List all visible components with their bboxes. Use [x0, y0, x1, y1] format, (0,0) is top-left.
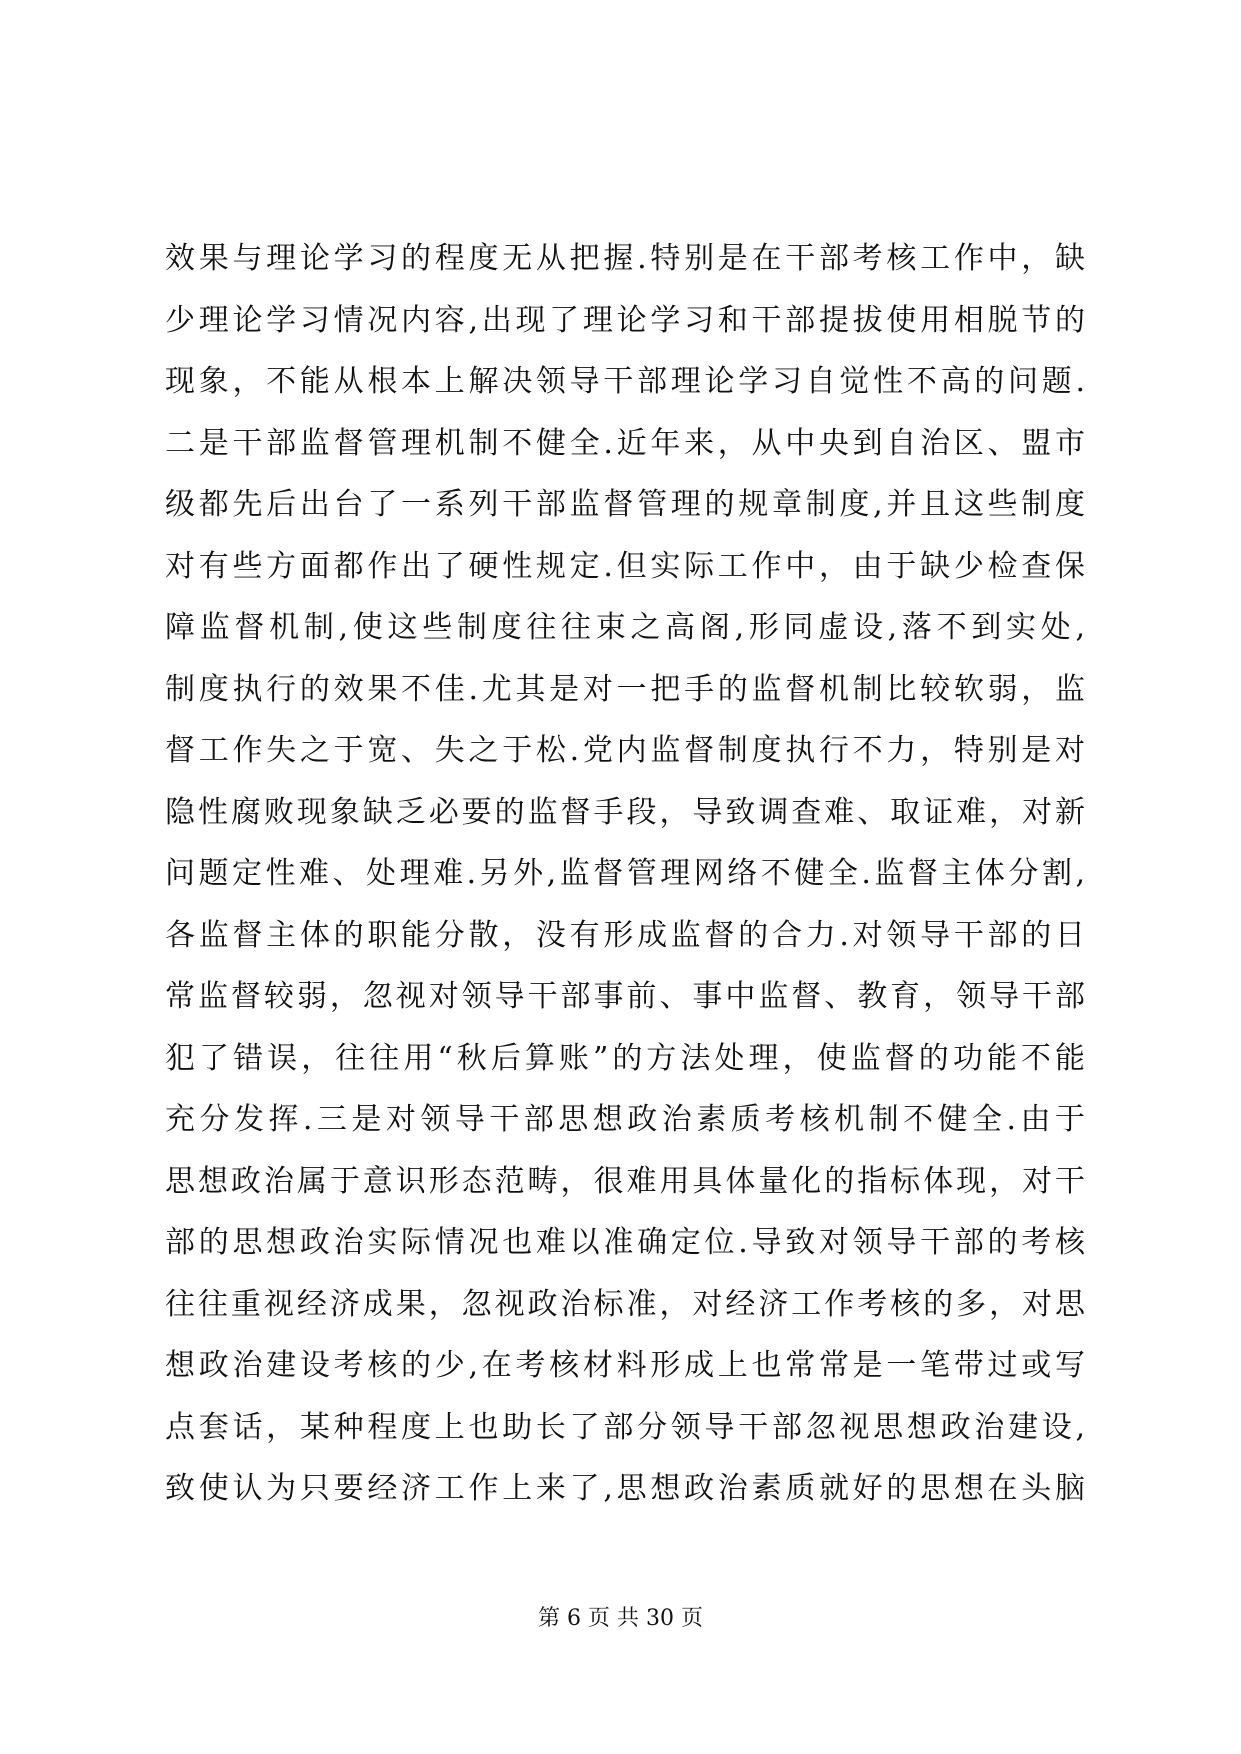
text-line: 少理论学习情况内容,出现了理论学习和干部提拔使用相脱节的	[165, 302, 1085, 338]
text-line: 对有些方面都作出了硬性规定.但实际工作中，由于缺少检查保	[165, 548, 1085, 584]
text-line: 常监督较弱，忽视对领导干部事前、事中监督、教育，领导干部	[165, 979, 1085, 1014]
body-text	[165, 228, 1085, 1520]
text-line: 部的思想政治实际情况也难以准确定位.导致对领导干部的考核	[165, 1225, 1085, 1260]
text-line: 思想政治属于意识形态范畴，很难用具体量化的指标体现，对干	[165, 1163, 1085, 1199]
text-line: 障监督机制,使这些制度往往束之高阁,形同虚设,落不到实处,	[165, 610, 1085, 645]
text-line: 现象，不能从根本上解决领导干部理论学习自觉性不高的问题.	[165, 364, 1085, 399]
text-line: 隐性腐败现象缺乏必要的监督手段，导致调查难、取证难，对新	[165, 794, 1085, 830]
text-line: 二是干部监督管理机制不健全.近年来，从中央到自治区、盟市	[165, 425, 1085, 461]
page-number-label: 第 6 页 共 30 页	[538, 1606, 703, 1631]
text-line: 想政治建设考核的少,在考核材料形成上也常常是一笔带过或写	[165, 1348, 1085, 1383]
text-line: 致使认为只要经济工作上来了,思想政治素质就好的思想在头脑	[165, 1471, 1085, 1506]
text-line: 点套话，某种程度上也助长了部分领导干部忽视思想政治建设,	[165, 1409, 1085, 1445]
text-line: 充分发挥.三是对领导干部思想政治素质考核机制不健全.由于	[165, 1102, 1085, 1137]
text-line: 效果与理论学习的程度无从把握.特别是在干部考核工作中，缺	[165, 241, 1085, 276]
text-line: 往往重视经济成果，忽视政治标准，对经济工作考核的多，对思	[165, 1286, 1085, 1322]
text-line: 问题定性难、处理难.另外,监督管理网络不健全.监督主体分割,	[165, 856, 1085, 891]
text-line: 级都先后出台了一系列干部监督管理的规章制度,并且这些制度	[165, 487, 1085, 522]
page-footer	[0, 1604, 1241, 1634]
text-line: 制度执行的效果不佳.尤其是对一把手的监督机制比较软弱，监	[165, 671, 1085, 707]
text-line: 督工作失之于宽、失之于松.党内监督制度执行不力，特别是对	[165, 733, 1085, 768]
text-line: 各监督主体的职能分散，没有形成监督的合力.对领导干部的日	[165, 917, 1085, 953]
text-line: 犯了错误，往往用“秋后算账”的方法处理，使监督的功能不能	[165, 1040, 1085, 1076]
